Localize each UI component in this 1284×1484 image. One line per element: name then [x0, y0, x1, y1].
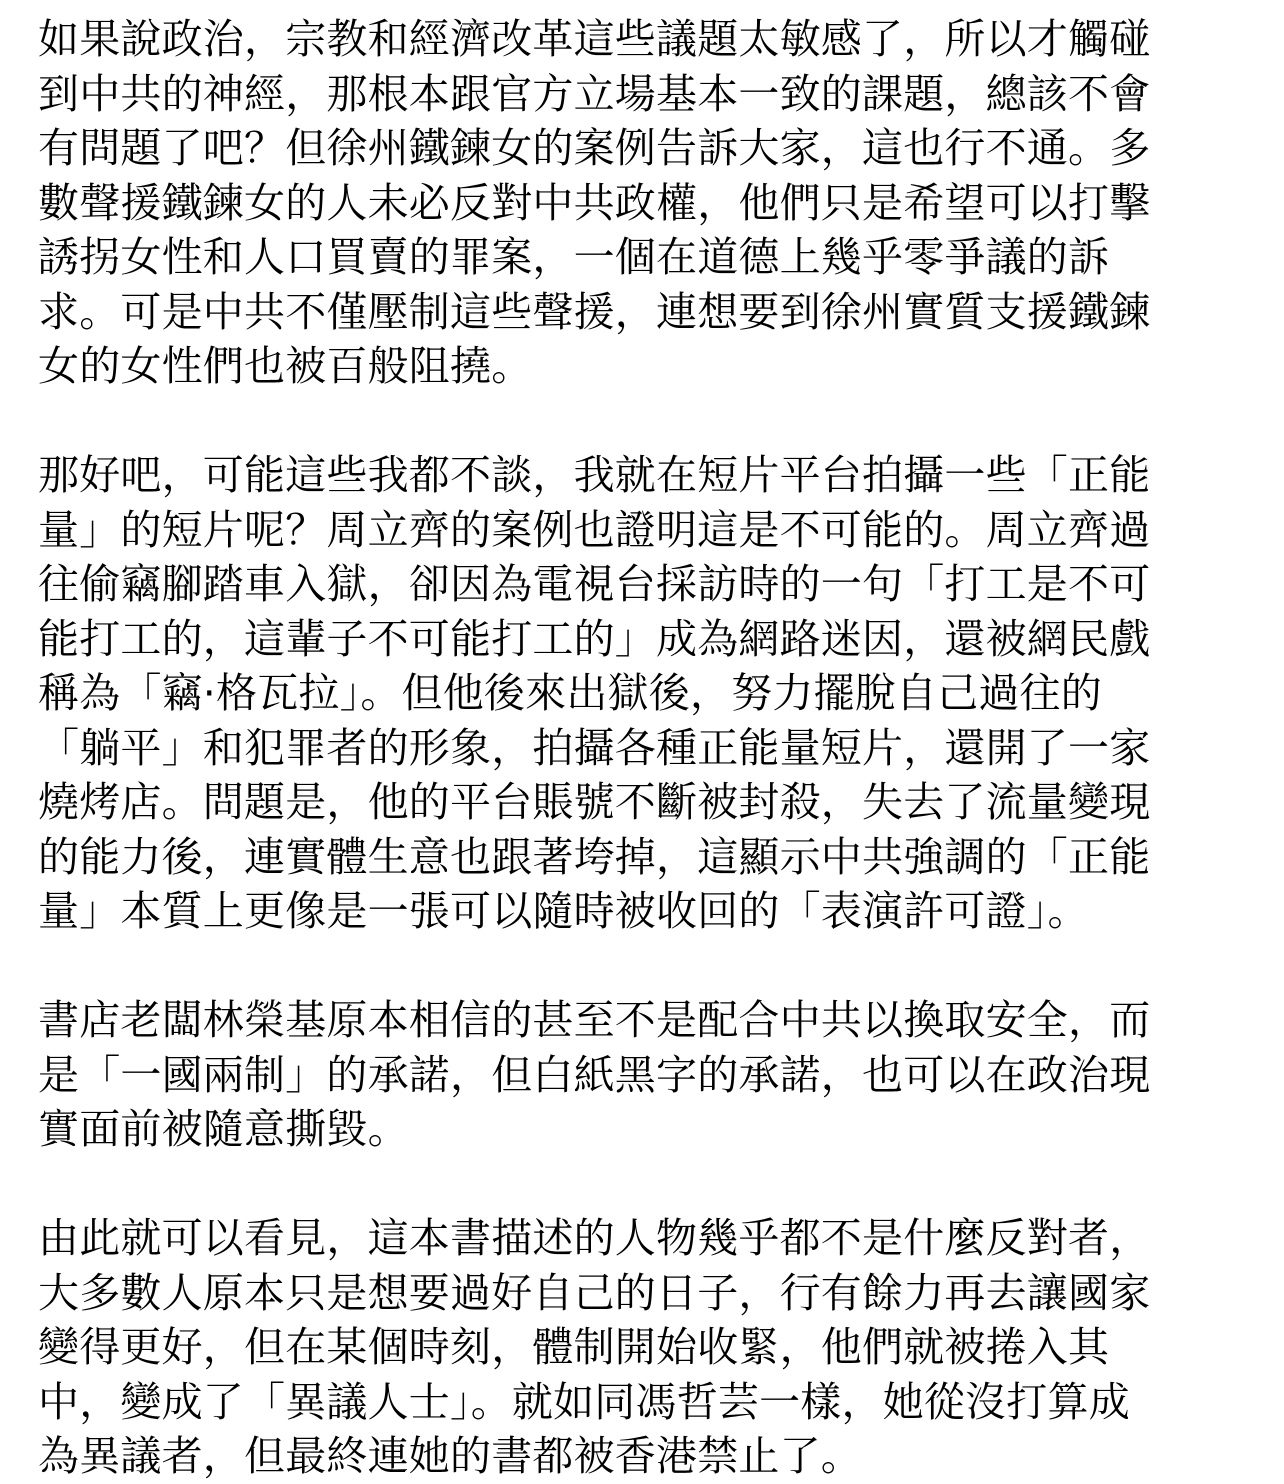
text-line: 往偷竊腳踏車入獄，卻因為電視台採訪時的一句「打工是不可 — [38, 560, 1151, 608]
paragraph-spacer — [38, 394, 1248, 449]
text-line: 實面前被隨意撕毀。 — [38, 1105, 409, 1153]
text-line: 稱為「竊·格瓦拉」。但他後來出獄後，努力擺脫自己過往的 — [38, 669, 1102, 717]
text-line: 那好吧，可能這些我都不談，我就在短片平台拍攝一些「正能 — [38, 451, 1151, 499]
text-line: 量」本質上更像是一張可以隨時被收回的「表演許可證」。 — [38, 887, 1089, 935]
text-line: 書店老闆林榮基原本相信的甚至不是配合中共以換取安全，而 — [38, 996, 1151, 1044]
text-line: 有問題了吧？但徐州鐵鍊女的案例告訴大家，這也行不通。多 — [38, 124, 1151, 172]
text-line: 求。可是中共不僅壓制這些聲援，連想要到徐州實質支援鐵鍊 — [38, 287, 1151, 336]
text-line: 大多數人原本只是想要過好自己的日子，行有餘力再去讓國家 — [38, 1268, 1151, 1317]
paragraph-4 — [38, 1211, 1248, 1484]
text-line: 變得更好，但在某個時刻，體制開始收緊，他們就被捲入其 — [38, 1323, 1110, 1371]
text-line: 中，變成了「異議人士」。就如同馮哲芸一樣，她從沒打算成 — [38, 1377, 1130, 1426]
text-line: 如果說政治，宗教和經濟改革這些議題太敏感了，所以才觸碰 — [38, 15, 1151, 63]
text-line: 燒烤店。問題是，他的平台賬號不斷被封殺，失去了流量變現 — [38, 778, 1151, 826]
paragraph-1 — [38, 12, 1248, 394]
paragraph-spacer — [38, 939, 1248, 994]
text-line: 能打工的，這輩子不可能打工的」成為網路迷因，還被網民戲 — [38, 614, 1151, 663]
text-line: 「躺平」和犯罪者的形象，拍攝各種正能量短片，還開了一家 — [38, 723, 1151, 772]
text-line: 誘拐女性和人口買賣的罪案，一個在道德上幾乎零爭議的訴 — [38, 233, 1110, 281]
text-line: 的能力後，連實體生意也跟著垮掉，這顯示中共強調的「正能 — [38, 832, 1151, 881]
text-line: 到中共的神經，那根本跟官方立場基本一致的課題，總該不會 — [38, 69, 1151, 118]
paragraph-3 — [38, 993, 1248, 1157]
text-line: 女的女性們也被百般阻撓。 — [38, 342, 533, 390]
paragraph-2 — [38, 448, 1248, 939]
article-body — [38, 12, 1248, 1484]
text-line: 為異議者，但最終連她的書都被香港禁止了。 — [38, 1432, 862, 1480]
paragraph-spacer — [38, 1157, 1248, 1212]
text-line: 數聲援鐵鍊女的人未必反對中共政權，他們只是希望可以打擊 — [38, 178, 1151, 227]
text-line: 量」的短片呢？周立齊的案例也證明這是不可能的。周立齊過 — [38, 505, 1151, 554]
text-line: 由此就可以看見，這本書描述的人物幾乎都不是什麼反對者， — [38, 1214, 1151, 1262]
text-line: 是「一國兩制」的承諾，但白紙黑字的承諾，也可以在政治現 — [38, 1050, 1151, 1099]
